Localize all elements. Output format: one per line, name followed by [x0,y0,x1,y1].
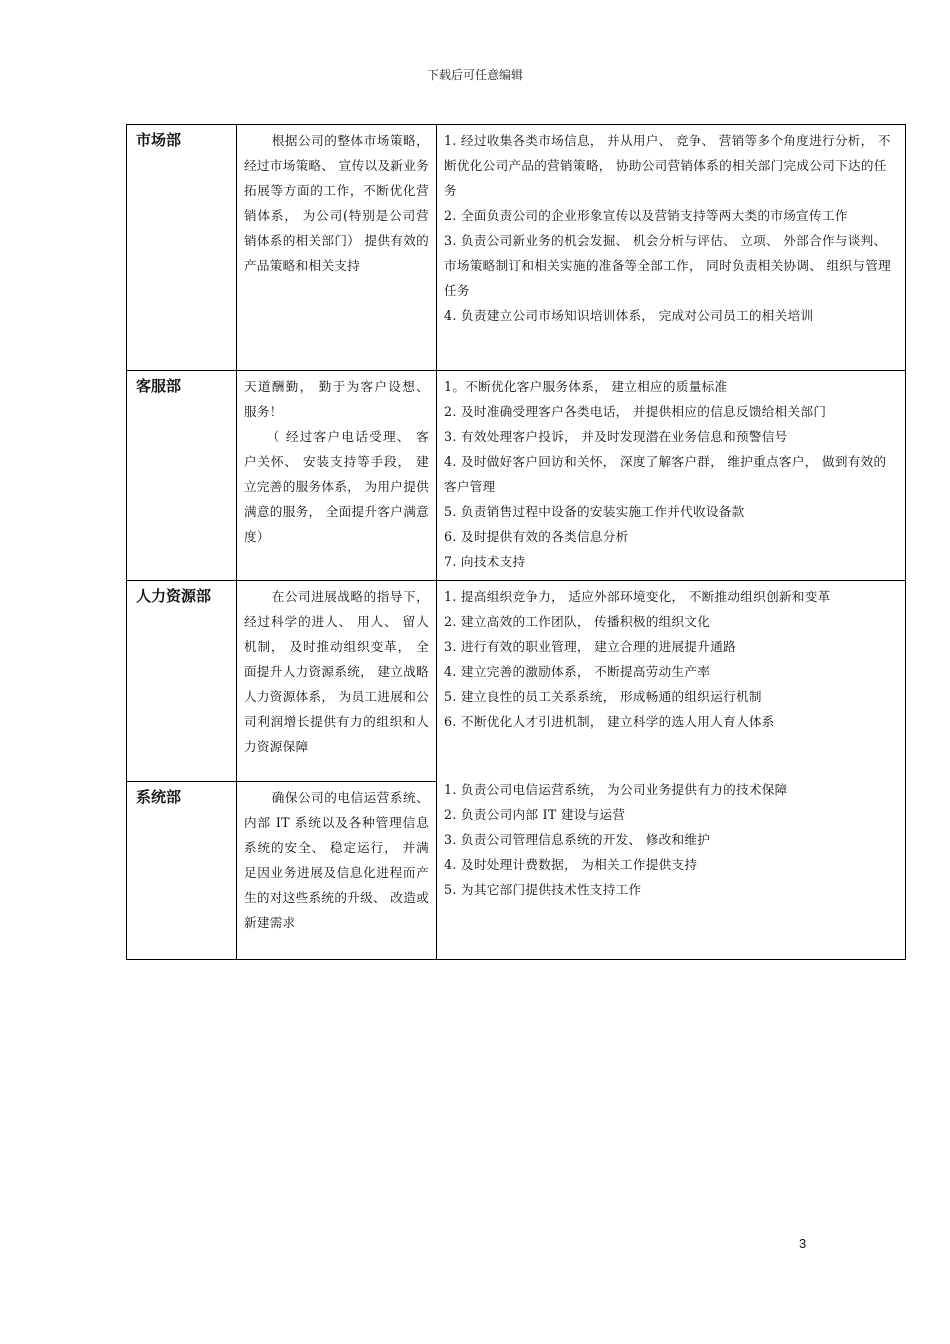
duty-item: 7. 向技术支持 [444,554,526,569]
duty-item: 5. 建立良性的员工关系系统， 形成畅通的组织运行机制 [444,689,762,704]
duty-item: 4. 建立完善的激励体系， 不断提高劳动生产率 [444,664,711,679]
duty-item: 1. 负责公司电信运营系统， 为公司业务提供有力的技术保障 [444,782,788,797]
department-name: 市场部 [127,125,237,371]
department-mission [237,581,437,782]
duty-item: 6. 不断优化人才引进机制， 建立科学的选人用人育人体系 [444,714,775,729]
department-duties [437,125,906,371]
mission-text: 根据公司的整体市场策略，经过市场策略、 宣传以及新业务拓展等方面的工作，不断优化营销体系， 为公司(特别是公司营销体系的相关部门） 提供有效的产品策略和相关支持 [244,133,429,273]
duty-item: 5. 负责销售过程中设备的安装实施工作并代收设备款 [444,504,745,519]
duty-item: 4. 及时做好客户回访和关怀， 深度了解客户群， 维护重点客户， 做到有效的客户管理 [444,454,887,494]
duty-item: 3. 有效处理客户投诉， 并及时发现潜在业务信息和预警信号 [444,429,788,444]
duty-item: 3. 负责公司新业务的机会发掘、 机会分析与评估、 立项、 外部合作与谈判、 市场策略制订和相关实施的准备等全部工作， 同时负责相关协调、 组织与管理任务 [444,233,891,298]
mission-text: 确保公司的电信运营系统、 内部 IT 系统以及各种管理信息系统的安全、 稳定运行， 并满足因业务进展及信息化进程而产生的对这些系统的升级、 改造或新建需求 [244,790,429,930]
department-name: 客服部 [127,371,237,581]
department-name: 系统部 [127,782,237,960]
duty-item: 2. 全面负责公司的企业形象宣传以及营销支持等两大类的市场宣传工作 [444,208,848,223]
page-header: 下载后可任意编辑 [426,68,523,82]
department-responsibility-table [126,124,906,960]
table-row [127,581,906,782]
department-name: 人力资源部 [127,581,237,782]
department-mission [237,782,437,960]
department-mission [237,125,437,371]
duty-item: 3. 负责公司管理信息系统的开发、 修改和维护 [444,832,711,847]
mission-text: 天道酬勤， 勤于为客户设想、 服务！ [244,379,429,419]
duty-item: 5. 为其它部门提供技术性支持工作 [444,882,642,897]
duty-item: 1. 经过收集各类市场信息， 并从用户、 竞争、 营销等多个角度进行分析， 不断优化公司产品的营销策略， 协助公司营销体系的相关部门完成公司下达的任务 [444,133,891,198]
duty-item: 2. 及时准确受理客户各类电话， 并提供相应的信息反馈给相关部门 [444,404,827,419]
duty-item: 4. 及时处理计费数据， 为相关工作提供支持 [444,857,698,872]
mission-extra-text: （ 经过客户电话受理、 客户关怀、 安装支持等手段， 建立完善的服务体系， 为用户提供满意的服务， 全面提升客户满意度） [244,429,429,544]
department-duties [437,371,906,581]
duty-item: 6. 及时提供有效的各类信息分析 [444,529,629,544]
page-number: 3 [799,1236,807,1251]
table-row [127,125,906,371]
department-duties [437,581,906,960]
table-row [127,371,906,581]
duty-item: 1. 提高组织竞争力， 适应外部环境变化， 不断推动组织创新和变革 [444,589,831,604]
duty-item: 4. 负责建立公司市场知识培训体系， 完成对公司员工的相关培训 [444,308,814,323]
duty-item: 2. 负责公司内部 IT 建设与运营 [444,807,626,822]
duty-item: 2. 建立高效的工作团队， 传播积极的组织文化 [444,614,711,629]
duty-item: 3. 进行有效的职业管理， 建立合理的进展提升通路 [444,639,736,654]
department-mission [237,371,437,581]
mission-text: 在公司进展战略的指导下， 经过科学的进人、 用人、 留人机制， 及时推动组织变革， 全面提升人力资源系统， 建立战略人力资源体系， 为员工进展和公司利润增长提供有力的组织和人力资源保障 [244,589,429,754]
duty-item: 1。不断优化客户服务体系， 建立相应的质量标准 [444,379,728,394]
